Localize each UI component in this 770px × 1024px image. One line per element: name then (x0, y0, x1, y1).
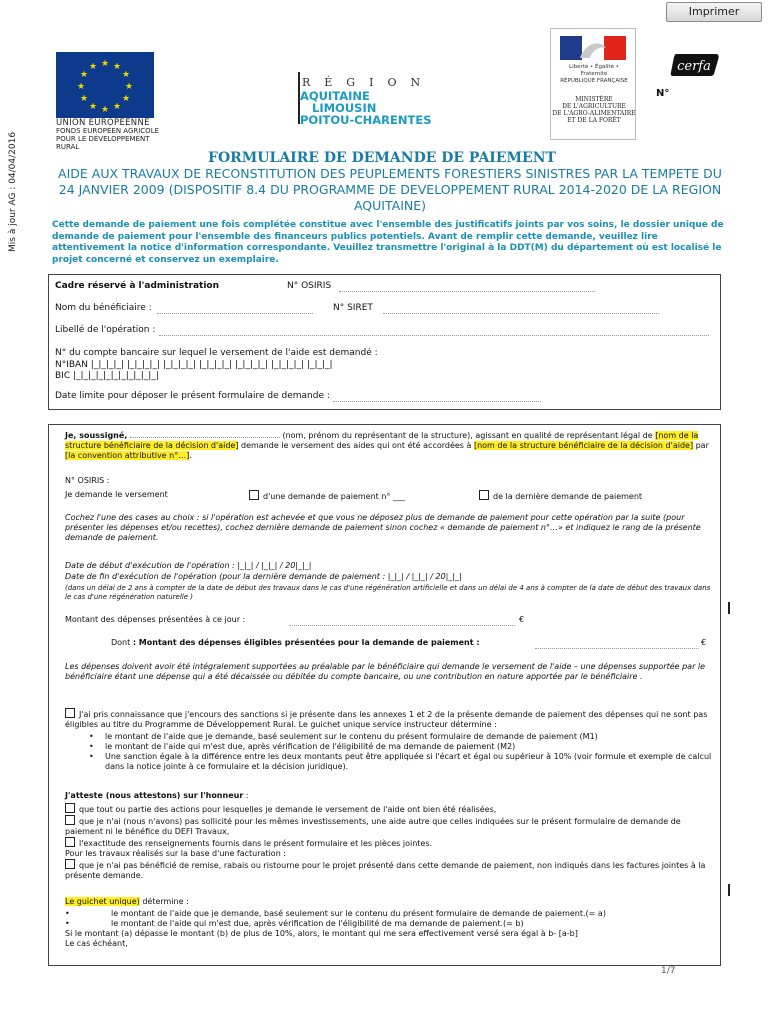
attestation-heading: J'atteste (nous attestons) sur l'honneur : (65, 791, 249, 800)
svg-text:★: ★ (112, 102, 122, 112)
svg-text:★: ★ (124, 82, 134, 92)
admin-reserved-label: Cadre réservé à l'administration (55, 281, 220, 291)
ministry-caption: MINISTÈRE DE L'AGRICULTURE DE L'AGRO-ALIMENTAIRE ET DE LA FORÊT (552, 96, 636, 124)
start-date-field[interactable]: Date de début d'exécution de l'opération : |_|_| / |_|_| / 20|_|_| (65, 561, 312, 570)
attest-checkbox-4[interactable] (65, 859, 75, 869)
svg-text:★: ★ (100, 105, 110, 115)
guichet-list (65, 909, 713, 949)
change-bar (728, 602, 730, 614)
deadline-note: (dans un délai de 2 ans à compter de la date de début des travaux dans le cas d'une régénération artificielle et dans un délai de 4 ans à compter de la date de début des travaux dans le cas d'une régénération naturelle ) (65, 584, 711, 601)
cerfa-logo (670, 52, 720, 78)
eu-logo-caption: UNION EUROPÉENNE FONDS EUROPÉEN AGRICOLE POUR LE DÉVELOPPEMENT RURAL (56, 118, 160, 151)
final-payment-checkbox[interactable] (479, 490, 489, 500)
representative-name-field[interactable] (130, 437, 280, 438)
osiris-field[interactable] (339, 281, 595, 292)
osiris-label: N° OSIRIS (287, 281, 332, 291)
attestation-list (65, 803, 713, 881)
deadline-label: Date limite pour déposer le présent formulaire de demande : (55, 391, 330, 401)
svg-text:★: ★ (121, 70, 131, 80)
eligible-expenses-field[interactable] (535, 638, 699, 649)
declaration-section (48, 424, 721, 966)
form-number-label: N° (656, 88, 670, 99)
cerfa-logo-text: cerfa (677, 59, 711, 74)
sanctions-checkbox[interactable] (65, 708, 75, 718)
update-stamp: Mis à jour AG : 04/04/2016 (8, 131, 18, 252)
checkbox-instructions: Cochez l'une des cases au choix : si l'opération est achevée et que vous ne déposez plus de demande de paiement pour cette opération par la suite (pour présenter les dépenses et/ou recettes), cochez dernière demande de paiement sinon cochez « demande de paiement n°…» et indiquez le rang de la présente demande de paiement. (65, 513, 701, 542)
expenses-note: Les dépenses doivent avoir été intégralement supportées au préalable par le bénéficiaire qui demande le versement de l'aide – une dépenses supportée par le bénéficiaire étant une dépense qui a été décaissée ou débitée du compte bancaire, ou une contribution en nature apportée par le bénéficiaire . (65, 662, 706, 681)
list-item: • le montant de l'aide qui m'est due, après vérification de l'éligibilité de ma demande de paiement.(= b) (65, 919, 524, 928)
svg-text:★: ★ (88, 62, 98, 72)
print-button[interactable]: Imprimer (666, 2, 762, 22)
sanctions-list (89, 732, 713, 772)
iban-field[interactable]: N°IBAN |_|_|_|_| |_|_|_|_| |_|_|_|_| |_|_|_|_| |_|_|_|_| |_|_|_|_| |_|_|_| (55, 360, 333, 370)
svg-text:★: ★ (112, 62, 122, 72)
svg-text:★: ★ (76, 82, 86, 92)
list-item: • le montant de l'aide que je demande, basé seulement sur le contenu du présent formulaire de demande de paiement.(= a) (65, 909, 606, 918)
page-number: 1/7 (661, 966, 676, 976)
invoice-works-label: Pour les travaux réalisés sur la base d'une facturation : (65, 849, 286, 858)
svg-text:★: ★ (88, 102, 98, 112)
reduction-rule: Si le montant (a) dépasse le montant (b) de plus de 10%, alors, le montant qui me sera effectivement versé sera égal à b- [a-b] (65, 929, 578, 938)
admin-section (48, 274, 721, 410)
marianne-logo (560, 36, 626, 60)
region-logo-names: AQUITAINE LIMOUSIN POITOU-CHARENTES (300, 89, 432, 127)
form-title: FORMULAIRE DE DEMANDE DE PAIEMENT (208, 150, 556, 166)
operation-field[interactable] (159, 325, 709, 336)
request-payment-label: Je demande le versement (65, 490, 168, 499)
list-item: • Une sanction égale à la différence entre les deux montants peut être appliquée si l'écart et égal ou supérieur à 10% (voir formule et exemple de calcul dans la notice jointe à ce formulaire et la décision juridique). (89, 752, 712, 771)
end-date-field[interactable]: Date de fin d'exécution de l'opération (pour la dernière demande de paiement : |_|_| / |_|_| / 20|_|_| (65, 572, 462, 581)
choice-final[interactable]: de la dernière demande de paiement (479, 490, 642, 502)
region-logo-word: RÉGION (302, 76, 435, 89)
svg-text:★: ★ (121, 94, 131, 104)
sanctions-paragraph: J'ai pris connaissance que j'encours des sanctions si je présente dans les annexes 1 et 2 de la présente demande de paiement des dépenses qui ne sont pas éligibles au titre du Programme de Développement Rural. Le guichet unique service instructeur détermine : (65, 710, 708, 729)
bic-field[interactable]: BIC |_|_|_|_|_|_|_|_|_|_|_| (55, 371, 159, 381)
form-subtitle: AIDE AUX TRAVAUX DE RECONSTITUTION DES PEUPLEMENTS FORESTIERS SINISTRES PAR LA TEMPETE DU 24 JANVIER 2009 (DISPOSITIF 8.4 DU PROGRAMME DE DEVELOPPEMENT RURAL 2014-2020 DE LA REGION AQUITAINE) (58, 166, 722, 213)
beneficiary-field[interactable] (157, 303, 313, 314)
eligible-expenses-label: Dont : Montant des dépenses éligibles présentées pour la demande de paiement : (111, 638, 480, 647)
expenses-to-date-label: Montant des dépenses présentées à ce jour : (65, 615, 246, 624)
svg-text:★: ★ (100, 59, 110, 69)
if-applicable: Le cas échéant, (65, 939, 128, 948)
attest-checkbox-3[interactable] (65, 837, 75, 847)
list-item: l'exactitude des renseignements fournis dans le présent formulaire et les pièces jointes. (65, 837, 713, 849)
eu-flag-logo (56, 52, 154, 118)
expenses-to-date-field[interactable] (289, 615, 515, 626)
bank-account-label: N° du compte bancaire sur lequel le versement de l'aide est demandé : (55, 348, 378, 358)
list-item: • le montant de l'aide que je demande, basé seulement sur le contenu du présent formulaire de demande de paiement (M1) (89, 732, 598, 741)
intermediate-payment-checkbox[interactable] (249, 490, 259, 500)
attest-checkbox-2[interactable] (65, 815, 75, 825)
siret-field[interactable] (383, 303, 659, 314)
euro-sign: € (519, 615, 525, 624)
osiris-number-label: N° OSIRIS : (65, 476, 110, 485)
form-intro: Cette demande de paiement une fois complétée constitue avec l'ensemble des justificatifs joints par vos soins, le dossier unique de demande de paiement pour l'ensemble des financeurs publics potentiels. Avant de remplir cette demande, veuillez lire attentivement la notice d'information correspondante. Veuillez transmettre l'original à la DDT(M) du département où est localisé le projet concerné et conservez un exemplaire. (52, 220, 724, 265)
attest-checkbox-1[interactable] (65, 803, 75, 813)
republic-caption: Liberté • Égalité • Fraternité RÉPUBLIQUE FRANÇAISE (560, 64, 628, 84)
list-item: que tout ou partie des actions pour lesquelles je demande le versement de l'aide ont bien été réalisées, (65, 803, 713, 815)
svg-text:★: ★ (79, 94, 89, 104)
euro-sign-2: € (701, 638, 707, 647)
declaration-paragraph: Je, soussigné, (nom, prénom du représentant de la structure), agissant en qualité de représentant légal de [nom de la structure bénéficiaire de la décision d'aide] demande le versement des aides qui ont été accordées à [nom de la structure bénéficiaire de la décision d'aide] par [la convention attributive n°…]. (65, 431, 709, 460)
list-item: • le montant de l'aide qui m'est due, après vérification de l'éligibilité de ma demande de paiement (M2) (89, 742, 516, 751)
siret-label: N° SIRET (333, 303, 373, 313)
change-bar (728, 884, 730, 896)
beneficiary-label: Nom du bénéficiaire : (55, 303, 152, 313)
list-item: que je n'ai (nous n'avons) pas sollicité pour les mêmes investissements, une aide autre que celles indiquées sur le présent formulaire de demande de paiement ni le bénéfice du DEFI Travaux, (65, 817, 681, 836)
svg-text:★: ★ (79, 70, 89, 80)
choice-intermediate[interactable]: d'une demande de paiement n° ___ (249, 490, 405, 502)
operation-label: Libellé de l'opération : (55, 325, 156, 335)
deadline-field[interactable] (333, 391, 541, 402)
guichet-heading: Le guichet unique) détermine : (65, 897, 189, 906)
list-item: que je n'ai pas bénéficié de remise, rabais ou ristourne pour le projet présenté dans cette demande de paiement, non indiqués dans les factures jointes à la présente demande. (65, 861, 706, 880)
